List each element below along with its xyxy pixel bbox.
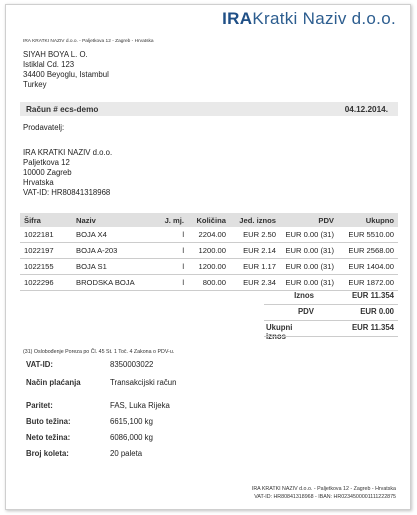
info-label-vat: VAT-ID:	[26, 360, 53, 369]
total-value: EUR 11.354	[351, 291, 394, 300]
buyer-line: Istiklal Cd. 123	[23, 60, 75, 69]
cell-naziv: BOJA X4	[72, 227, 158, 243]
col-header-pdv: PDV	[280, 213, 338, 227]
cell-naziv: BRODSKA BOJA	[72, 275, 158, 291]
total-row-ukupni	[266, 321, 396, 335]
seller-line: VAT-ID: HR80841318968	[23, 188, 111, 197]
buyer-line: 34400 Beyoglu, Istambul	[23, 70, 109, 79]
total-label: PDV	[297, 307, 314, 316]
seller-line: IRA KRATKI NAZIV d.o.o.	[23, 148, 113, 157]
cell-jmj: l	[158, 227, 188, 243]
footer-line: IRA KRATKI NAZIV d.o.o. - Paljetkova 12 - Zagreb - Hrvatska	[251, 486, 396, 492]
invoice-page	[5, 4, 411, 510]
cell-pdv: EUR 0.00 (31)	[280, 243, 338, 259]
info-value-vat: 8350003022	[110, 360, 154, 369]
cell-sifra: 1022155	[20, 259, 72, 275]
info-value-gross-weight: 6615,100 kg	[110, 417, 153, 426]
total-value: EUR 0.00	[360, 307, 394, 316]
cell-pdv: EUR 0.00 (31)	[280, 259, 338, 275]
cell-kolicina: 1200.00	[188, 243, 230, 259]
divider	[264, 336, 398, 337]
info-label-paritet: Paritet:	[26, 401, 53, 410]
col-header-naziv: Naziv	[72, 213, 158, 227]
seller-address	[23, 148, 112, 198]
cell-jmj: l	[158, 275, 188, 291]
table-row	[20, 259, 398, 275]
table-row	[20, 243, 398, 259]
total-value: EUR 11.354	[351, 323, 394, 332]
cell-pdv: EUR 0.00 (31)	[280, 275, 338, 291]
cell-ukupno: EUR 1872.00	[338, 275, 398, 291]
cell-sifra: 1022197	[20, 243, 72, 259]
cell-naziv: BOJA S1	[72, 259, 158, 275]
cell-ukupno: EUR 2568.00	[338, 243, 398, 259]
seller-label: Prodavatelj:	[23, 123, 65, 132]
table-row	[20, 227, 398, 243]
footer-line: VAT-ID: HR80841318968 - IBAN: HR0234500001111222875	[254, 494, 396, 500]
total-row-iznos	[266, 289, 396, 303]
seller-line: 10000 Zagreb	[23, 168, 72, 177]
buyer-line: Turkey	[23, 80, 47, 89]
items-table	[20, 213, 398, 291]
info-label-gross-weight: Buto težina:	[26, 417, 71, 426]
info-value-net-weight: 6086,000 kg	[110, 433, 153, 442]
info-label-payment: Način plaćanja	[26, 378, 81, 387]
tax-note: (31) Oslobođenje Poreza po Čl. 45 St. 1 Toč. 4 Zakona o PDV-u.	[23, 349, 175, 355]
cell-jmj: l	[158, 259, 188, 275]
col-header-kolicina: Količina	[188, 213, 230, 227]
cell-jed-iznos: EUR 2.34	[230, 275, 280, 291]
col-header-jed-iznos: Jed. iznos	[230, 213, 280, 227]
info-value-packages: 20 paleta	[110, 449, 143, 458]
cell-jed-iznos: EUR 2.14	[230, 243, 280, 259]
col-header-sifra: Šifra	[20, 213, 72, 227]
total-label: Ukupni	[266, 323, 293, 332]
info-label-packages: Broj koleta:	[26, 449, 69, 458]
logo-bold: IRA	[222, 9, 253, 28]
cell-sifra: 1022296	[20, 275, 72, 291]
cell-kolicina: 2204.00	[188, 227, 230, 243]
col-header-jmj: J. mj.	[158, 213, 188, 227]
cell-naziv: BOJA A-203	[72, 243, 158, 259]
info-label-net-weight: Neto težina:	[26, 433, 71, 442]
seller-line: Paljetkova 12	[23, 158, 70, 167]
col-header-ukupno: Ukupno	[338, 213, 398, 227]
logo-rest: Kratki Naziv d.o.o.	[252, 9, 396, 28]
invoice-title: Račun # ecs-demo	[26, 105, 99, 114]
cell-kolicina: 1200.00	[188, 259, 230, 275]
total-row-pdv	[266, 305, 396, 319]
info-value-payment: Transakcijski račun	[110, 378, 177, 387]
total-label: Iznos	[294, 291, 314, 300]
seller-line: Hrvatska	[23, 178, 54, 187]
cell-jmj: l	[158, 243, 188, 259]
info-value-paritet: FAS, Luka Rijeka	[110, 401, 170, 410]
cell-sifra: 1022181	[20, 227, 72, 243]
cell-ukupno: EUR 5510.00	[338, 227, 398, 243]
invoice-date: 04.12.2014.	[344, 105, 388, 114]
cell-kolicina: 800.00	[188, 275, 230, 291]
buyer-address	[23, 50, 109, 90]
sender-line: IRA KRATKI NAZIV d.o.o. - Paljetkova 12 - Zagreb - Hrvatska	[23, 39, 154, 44]
cell-jed-iznos: EUR 2.50	[230, 227, 280, 243]
buyer-line: SIYAH BOYA L. O.	[23, 50, 88, 59]
table-header-row	[20, 213, 398, 227]
cell-ukupno: EUR 1404.00	[338, 259, 398, 275]
cell-pdv: EUR 0.00 (31)	[280, 227, 338, 243]
cell-jed-iznos: EUR 1.17	[230, 259, 280, 275]
company-logo	[222, 9, 396, 29]
